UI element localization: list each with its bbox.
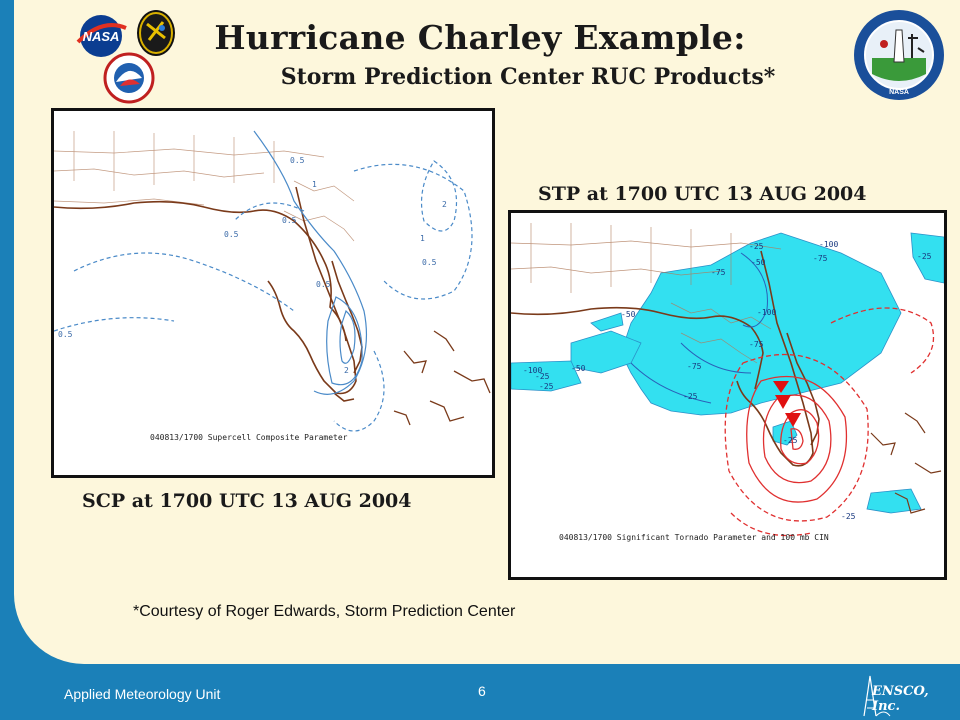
stp-map (508, 210, 947, 580)
scp-contour-label: 0.5 (224, 230, 239, 239)
stp-contour-label: -25 (539, 382, 554, 391)
scp-map-footer: 040813/1700 Supercell Composite Parameter (150, 433, 348, 442)
stp-contour-label: -100 (523, 366, 543, 375)
ensco-company: ENSCO, Inc. (872, 684, 929, 714)
stp-contour-label: -75 (749, 340, 764, 349)
scp-contour-label: 0.5 (316, 280, 331, 289)
stp-contour-label: -25 (841, 512, 856, 521)
stp-contour-label: -100 (819, 240, 839, 249)
stp-contour-label: -75 (711, 268, 726, 277)
stp-contour-label: -25 (535, 372, 550, 381)
stp-contour-label: -75 (687, 362, 702, 371)
courtesy-note: *Courtesy of Roger Edwards, Storm Prediction Center (133, 603, 516, 620)
footer-org: Applied Meteorology Unit (64, 686, 221, 702)
scp-contour-label: 2 (442, 200, 447, 209)
stp-contour-label: -25 (749, 242, 764, 251)
stp-map-image (511, 213, 944, 577)
stp-contour-label: -75 (813, 254, 828, 263)
stp-contour-label: -50 (751, 258, 766, 267)
scp-contour-label: 0.5 (282, 216, 297, 225)
slide-subtitle: Storm Prediction Center RUC Products* (280, 64, 776, 90)
stp-contour-label: -25 (917, 252, 932, 261)
scp-contour-label: 1 (420, 234, 425, 243)
scp-contour-label: 0.5 (58, 330, 73, 339)
nasa-logo-text: NASA (82, 29, 120, 44)
scp-map-image (54, 111, 492, 475)
scp-contour-label: 1 (312, 180, 317, 189)
stp-map-footer: 040813/1700 Significant Tornado Parameter and 100 mb CIN (559, 533, 829, 542)
amu-logo-bottom-text: NASA (889, 89, 909, 96)
stp-contour-label: -50 (571, 364, 586, 373)
stp-contour-label: -50 (621, 310, 636, 319)
stp-contour-label: -25 (783, 436, 798, 445)
slide-title: Hurricane Charley Example: (214, 18, 746, 57)
stp-contour-label: -100 (757, 308, 777, 317)
stp-caption: STP at 1700 UTC 13 AUG 2004 (538, 183, 867, 205)
scp-caption: SCP at 1700 UTC 13 AUG 2004 (82, 490, 412, 512)
scp-contour-label: 2 (344, 366, 349, 375)
scp-contour-label: 0.5 (290, 156, 305, 165)
stp-contour-label: -25 (683, 392, 698, 401)
scp-contour-label: 0.5 (422, 258, 437, 267)
page-number: 6 (478, 683, 486, 699)
scp-map (51, 108, 495, 478)
